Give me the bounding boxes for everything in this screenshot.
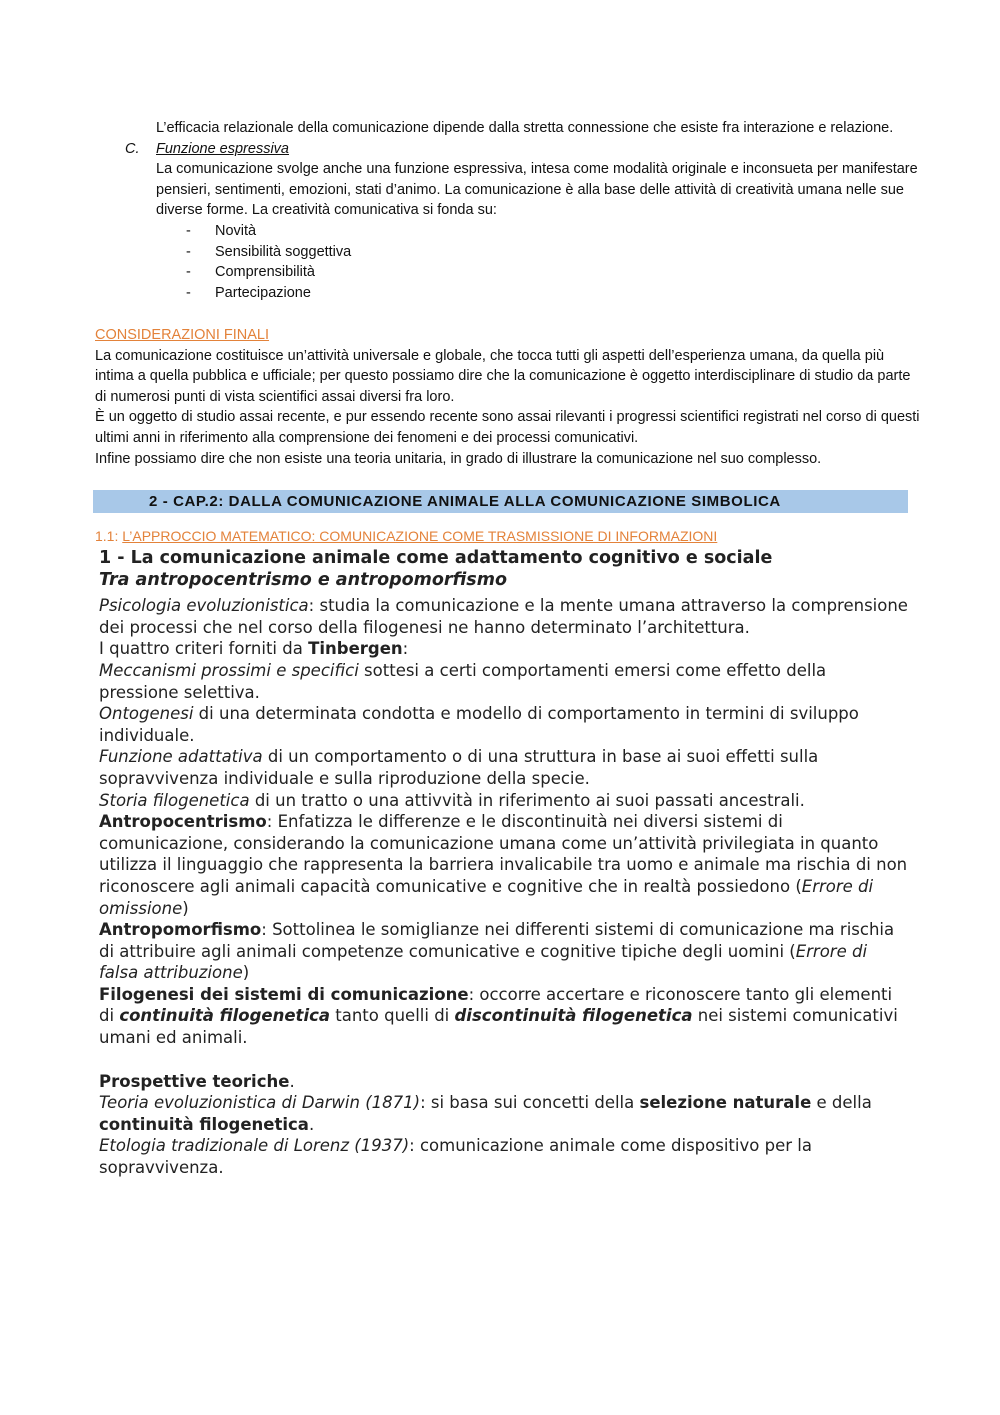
filogenesi-paragraph <box>99 984 909 1049</box>
text: . <box>289 1071 295 1091</box>
antropocentrismo-paragraph <box>99 811 909 919</box>
text: tanto quelli di <box>330 1006 455 1026</box>
text: : studia la comunicazione e la mente umana attraverso la comprensione dei processi che nel corso della filogenesi ne hanno determinato l’architettura. <box>99 596 908 637</box>
ontogenesi-paragraph <box>99 703 909 746</box>
meccanismi-paragraph <box>99 660 909 703</box>
text: : occorre accertare e riconoscere tanto gli elementi di <box>99 984 893 1026</box>
text: di un comportamento o di una struttura in base ai suoi effetti sulla sopravvivenza individuale e sulla riproduzione della specie. <box>99 747 819 788</box>
psicologia-paragraph <box>99 595 909 638</box>
term: Errore di falsa attribuzione <box>99 941 868 983</box>
considerazioni-heading[interactable]: CONSIDERAZIONI FINALI <box>95 327 270 343</box>
creativity-list <box>95 221 935 303</box>
term: Meccanismi prossimi e specifici <box>99 660 359 680</box>
text: : si basa sui concetti della <box>420 1093 640 1113</box>
text: di un tratto o una attivvità in riferimento ai suoi passati ancestrali. <box>249 790 805 810</box>
antropomorfismo-paragraph <box>99 919 909 984</box>
term: Storia filogenetica <box>99 790 250 810</box>
text: : <box>402 639 409 659</box>
subsection-link[interactable]: L’APPROCCIO MATEMATICO: COMUNICAZIONE COME TRASMISSIONE DI INFORMAZIONI <box>122 528 718 544</box>
lorenz-paragraph <box>99 1135 909 1178</box>
criteri-paragraph <box>99 638 909 660</box>
text: : Enfatizza le differenze e le discontinuità nei diversi sistemi di comunicazione, considerando la comunicazione umana come un’attività privilegiata in quanto utilizza il linguaggio che rappresenta la barriera invalicabile tra uomo e animale ma rischia di non riconoscere agli animali capacità comunicative e cognitive che in realtà possiedono ( <box>99 812 908 896</box>
text: ) <box>242 963 250 983</box>
term: Teoria evoluzionistica di Darwin (1871) <box>99 1093 421 1113</box>
text: I quattro criteri forniti da <box>99 639 309 659</box>
text: . <box>308 1114 315 1134</box>
term: Psicologia evoluzionistica <box>99 596 309 616</box>
term: Errore di omissione <box>99 876 874 918</box>
funzione-paragraph <box>99 746 909 789</box>
subsection-heading <box>95 527 717 545</box>
embedded-slide-text <box>99 548 909 1179</box>
text: e della <box>811 1093 872 1113</box>
storia-paragraph <box>99 790 909 812</box>
term: selezione naturale <box>639 1093 812 1113</box>
term: Filogenesi dei sistemi di comunicazione <box>99 984 469 1004</box>
term: Antropocentrismo <box>99 812 267 832</box>
chapter-heading: 2 - CAP.2: DALLA COMUNICAZIONE ANIMALE ALLA COMUNICAZIONE SIMBOLICA <box>93 490 908 513</box>
paragraph: È un oggetto di studio assai recente, e pur essendo recente sono assai rilevanti i progressi scientifici registrati nel corso di questi ultimi anni in riferimento alla comprensione dei fenomeni e dei processi comunicativi. <box>95 409 920 446</box>
slide-title: 1 - La comunicazione animale come adattamento cognitivo e sociale <box>99 548 773 568</box>
section-title: Funzione espressiva <box>156 140 289 157</box>
text: sottesi a certi comportamenti emersi come effetto della pressione selettiva. <box>99 660 827 702</box>
paragraph: Infine possiamo dire che non esiste una teoria unitaria, in grado di illustrare la comunicazione nel suo complesso. <box>95 450 822 467</box>
list-item: - Novità <box>186 221 935 242</box>
subsection-number: 1.1: <box>95 528 123 544</box>
list-item: - Sensibilità soggettiva <box>186 242 935 263</box>
section-c-heading <box>95 139 935 160</box>
prospettive-heading <box>99 1071 909 1093</box>
term: Prospettive teoriche <box>99 1071 290 1091</box>
section-letter: C. <box>125 140 140 157</box>
term: Tinbergen <box>308 639 403 659</box>
text: ) <box>182 898 189 918</box>
text: di una determinata condotta e modello di comportamento in termini di sviluppo individuale. <box>99 704 859 745</box>
darwin-paragraph <box>99 1092 909 1135</box>
considerazioni-section <box>95 325 925 469</box>
text: : comunicazione animale come dispositivo per la sopravvivenza. <box>99 1136 812 1178</box>
term: Etologia tradizionale di Lorenz (1937) <box>99 1136 410 1156</box>
section-paragraph: La comunicazione svolge anche una funzione espressiva, intesa come modalità originale e inconsueta per manifestare pensieri, sentimenti, emozioni, stati d’animo. La comunicazione è alla base delle attività di creatività umana nelle sue diverse forme. La creatività comunicativa si fonda su: <box>156 161 918 219</box>
funzione-espressiva-section <box>95 118 935 303</box>
list-item: - Partecipazione <box>186 283 935 304</box>
intro-line: L’efficacia relazionale della comunicazione dipende dalla stretta connessione che esiste fra interazione e relazione. <box>156 120 894 136</box>
text: : Sottolinea le somiglianze nei differenti sistemi di comunicazione ma rischia di attribuire agli animali competenze comunicative e cognitive tipiche degli uomini ( <box>99 920 895 961</box>
paragraph: La comunicazione costituisce un’attività universale e globale, che tocca tutti gli aspetti dell’esperienza umana, da quella più intima a quella pubblica e ufficiale; per questo possiamo dire che la comunicazione è oggetto interdisciplinare di studio da parte di numerosi punti di vista scientifici assai diversi fra loro. <box>95 347 911 405</box>
term: Funzione adattativa <box>99 747 263 767</box>
term: discontinuità filogenetica <box>454 1006 693 1026</box>
term: continuità filogenetica <box>99 1114 309 1134</box>
text: nei sistemi comunicativi umani ed animali. <box>99 1006 898 1048</box>
list-item: - Comprensibilità <box>186 262 935 283</box>
term: continuità filogenetica <box>119 1006 331 1026</box>
term: Antropomorfismo <box>99 920 262 940</box>
slide-subtitle: Tra antropocentrismo e antropomorfismo <box>99 569 507 590</box>
spacer <box>99 1049 909 1071</box>
term: Ontogenesi <box>99 704 194 724</box>
